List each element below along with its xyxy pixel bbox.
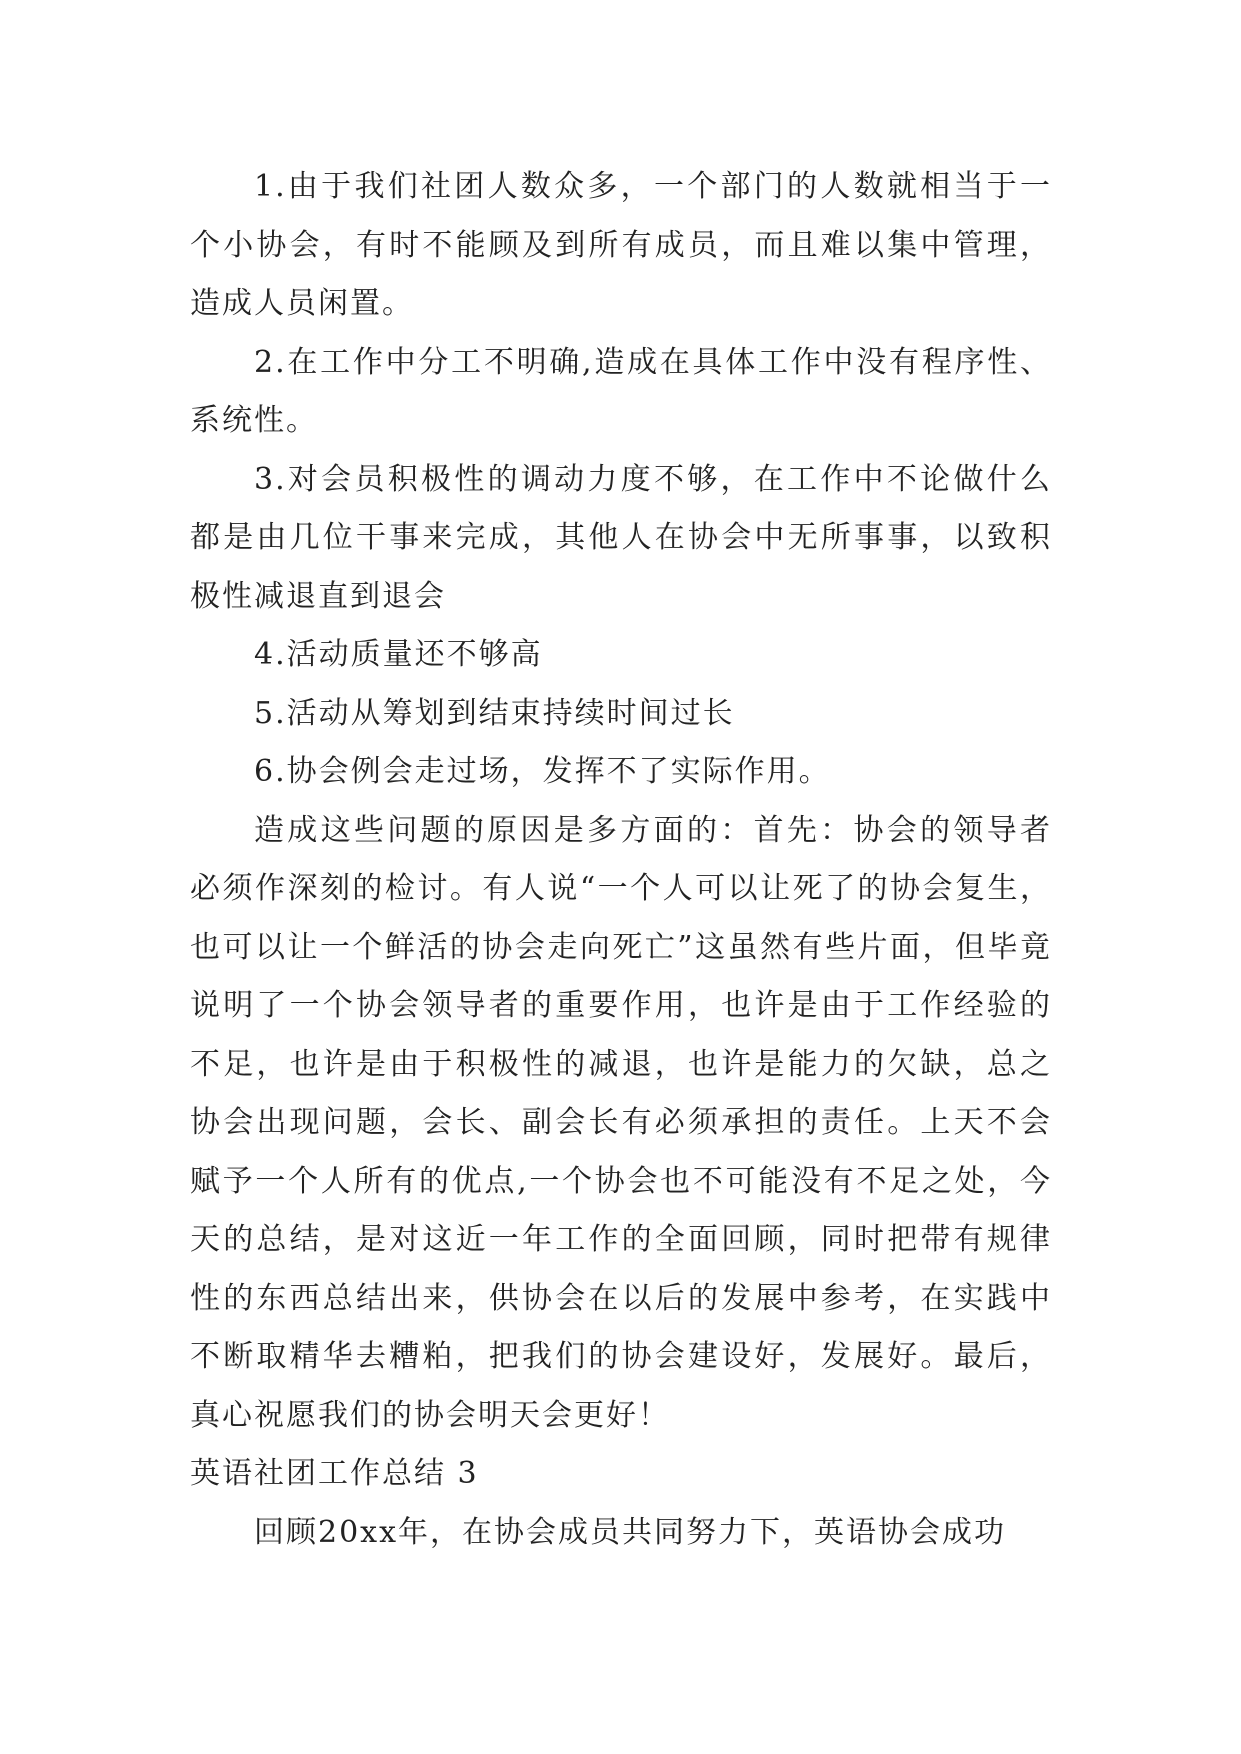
list-item-2: 2.在工作中分工不明确,造成在具体工作中没有程序性、系统性。 [190, 344, 1052, 438]
list-item-5: 5.活动从筹划到结束持续时间过长 [254, 695, 735, 731]
list-item-3: 3.对会员积极性的调动力度不够，在工作中不论做什么都是由几位干事来完成，其他人在协会中无所事事，以致积极性减退直到退会 [190, 461, 1052, 614]
document-body [190, 158, 1052, 1562]
list-item-1: 1.由于我们社团人数众多，一个部门的人数就相当于一个小协会，有时不能顾及到所有成员，而且难以集中管理，造成人员闲置。 [190, 169, 1052, 321]
analysis-paragraph: 造成这些问题的原因是多方面的：首先：协会的领导者必须作深刻的检讨。有人说“一个人可以让死了的协会复生，也可以让一个鲜活的协会走向死亡”这虽然有些片面，但毕竟说明了一个协会领导者的重要作用，也许是由于工作经验的不足，也许是由于积极性的减退，也许是能力的欠缺，总之协会出现问题，会长、副会长有必须承担的责任。上天不会赋予一个人所有的优点,一个协会也不可能没有不足之处，今天的总结，是对这近一年工作的全面回顾，同时把带有规律性的东西总结出来，供协会在以后的发展中参考，在实践中不断取精华去糟粕，把我们的协会建设好，发展好。最后，真心祝愿我们的协会明天会更好！ [190, 812, 1052, 1433]
section-heading: 英语社团工作总结 3 [190, 1456, 479, 1491]
section-first-paragraph: 回顾20xx年，在协会成员共同努力下，英语协会成功 [254, 1514, 1007, 1550]
list-item-4: 4.活动质量还不够高 [254, 637, 543, 672]
list-item-6: 6.协会例会走过场，发挥不了实际作用。 [254, 754, 831, 789]
